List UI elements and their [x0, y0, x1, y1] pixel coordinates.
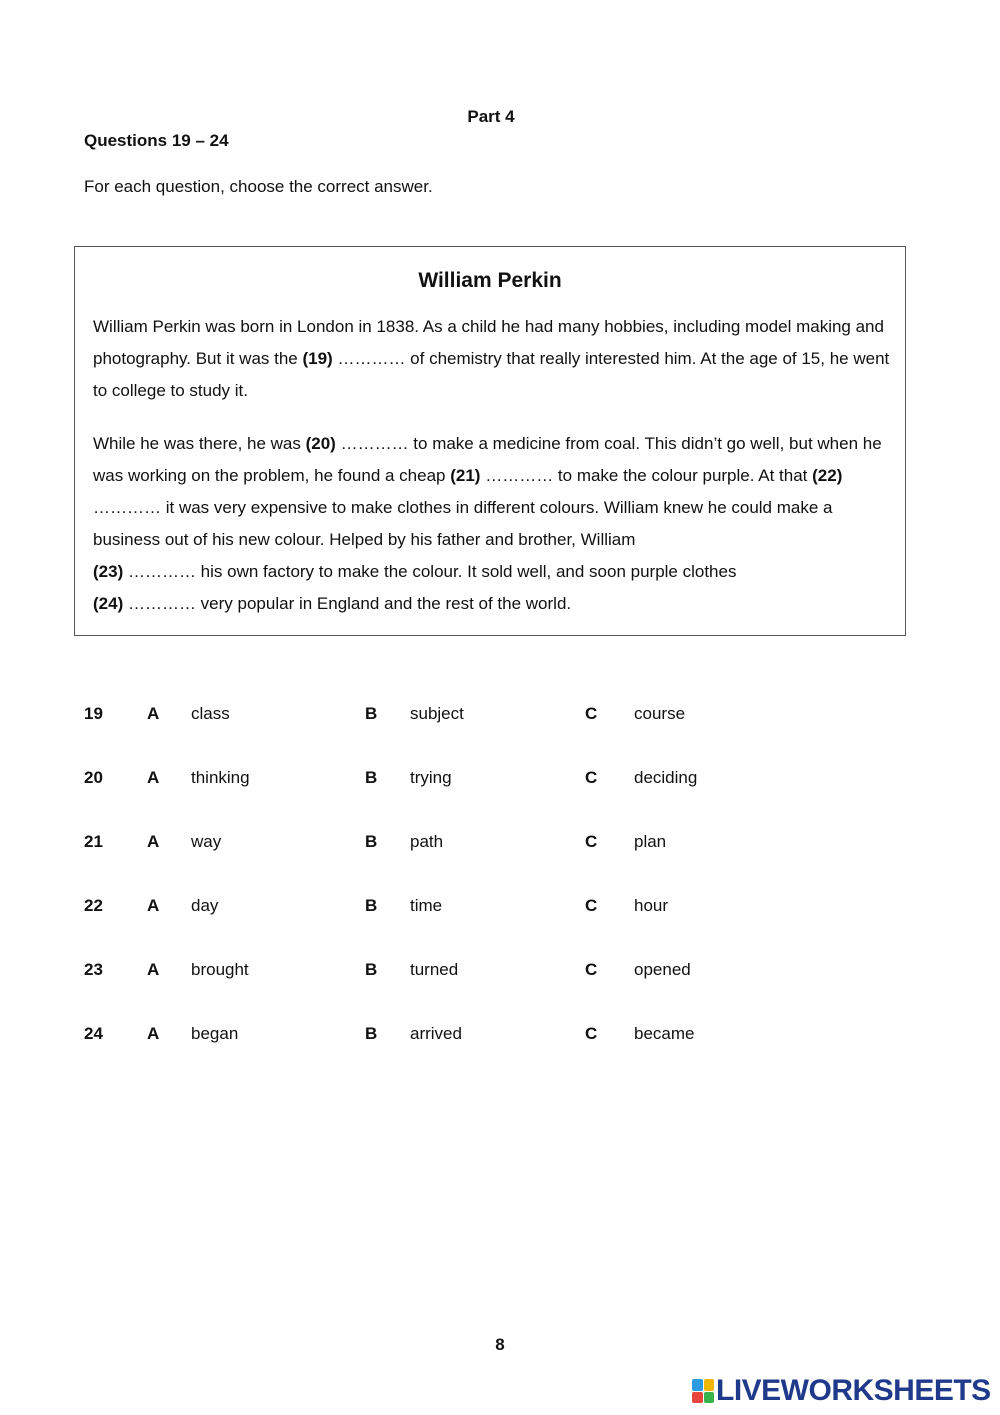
option-letter-b: B: [365, 960, 378, 979]
option-a[interactable]: day: [191, 896, 219, 915]
option-letter-c: C: [585, 896, 598, 915]
option-row-21: [0, 832, 1000, 864]
gap-number-24: (24): [93, 594, 124, 613]
option-a[interactable]: began: [191, 1024, 239, 1043]
gap-number-19: (19): [302, 349, 333, 368]
option-letter-c: C: [585, 768, 598, 787]
option-letter-a: A: [147, 1024, 160, 1043]
option-letter-a: A: [147, 896, 160, 915]
passage-paragraph-1: [93, 311, 893, 407]
option-row-24: [0, 1024, 1000, 1056]
question-number: 19: [84, 704, 103, 723]
gap-number-21: (21): [450, 466, 481, 485]
question-number: 22: [84, 896, 103, 915]
option-letter-c: C: [585, 832, 598, 851]
liveworksheets-brand[interactable]: [692, 1374, 991, 1408]
option-b[interactable]: path: [410, 832, 444, 851]
liveworksheets-logo-icon: [692, 1379, 714, 1403]
passage-text: William Perkin was born in London in 1838. As a child he had many hobbies, including model making and photography. But it was the: [93, 317, 884, 368]
question-number: 24: [84, 1024, 103, 1043]
option-row-23: [0, 960, 1000, 992]
instruction-text: For each question, choose the correct answer.: [84, 177, 433, 196]
option-b[interactable]: trying: [410, 768, 452, 787]
option-b[interactable]: turned: [410, 960, 459, 979]
question-number: 23: [84, 960, 103, 979]
option-row-22: [0, 896, 1000, 928]
passage-text: ………… it was very expensive to make clothes in different colours. William knew he could make a business out of his new colour. Helped by his father and brother, William: [93, 498, 833, 549]
passage-text: While he was there, he was: [93, 434, 306, 453]
option-c[interactable]: course: [634, 704, 686, 723]
part-title: Part 4: [467, 107, 515, 126]
passage-text: ………… of chemistry that really interested him. At the age of 15, he went to college to study it.: [93, 349, 890, 400]
question-number: 20: [84, 768, 103, 787]
option-b[interactable]: time: [410, 896, 443, 915]
option-letter-c: C: [585, 1024, 598, 1043]
option-c[interactable]: deciding: [634, 768, 698, 787]
option-letter-c: C: [585, 704, 598, 723]
option-c[interactable]: became: [634, 1024, 695, 1043]
option-letter-a: A: [147, 832, 160, 851]
passage-text: ………… his own factory to make the colour. It sold well, and soon purple clothes: [123, 562, 737, 581]
option-letter-b: B: [365, 768, 378, 787]
passage-paragraph-2: [93, 428, 893, 620]
passage-text: ………… very popular in England and the rest of the world.: [123, 594, 572, 613]
question-number: 21: [84, 832, 103, 851]
option-c[interactable]: opened: [634, 960, 691, 979]
option-letter-b: B: [365, 896, 378, 915]
brand-name: LIVEWORKSHEETS: [716, 1374, 991, 1407]
gap-number-20: (20): [305, 434, 336, 453]
option-row-19: [0, 704, 1000, 736]
option-letter-a: A: [147, 768, 160, 787]
option-a[interactable]: brought: [191, 960, 249, 979]
option-a[interactable]: thinking: [191, 768, 250, 787]
option-b[interactable]: arrived: [410, 1024, 462, 1043]
questions-heading: Questions 19 – 24: [84, 131, 229, 150]
passage-text: ………… to make the colour purple. At that: [480, 466, 813, 485]
option-letter-a: A: [147, 960, 160, 979]
page-number: 8: [495, 1335, 505, 1354]
gap-number-22: (22): [812, 466, 843, 485]
passage-box: [74, 246, 906, 636]
passage-title: William Perkin: [418, 269, 562, 292]
option-c[interactable]: plan: [634, 832, 667, 851]
passage-text: ………… to make a medicine from coal. This didn’t go well, but when he was working on the problem, he found a cheap: [93, 434, 882, 485]
option-c[interactable]: hour: [634, 896, 669, 915]
option-a[interactable]: way: [191, 832, 222, 851]
option-b[interactable]: subject: [410, 704, 464, 723]
option-a[interactable]: class: [191, 704, 230, 723]
option-letter-b: B: [365, 704, 378, 723]
option-letter-b: B: [365, 832, 378, 851]
option-letter-a: A: [147, 704, 160, 723]
option-letter-b: B: [365, 1024, 378, 1043]
option-row-20: [0, 768, 1000, 800]
gap-number-23: (23): [93, 562, 124, 581]
option-letter-c: C: [585, 960, 598, 979]
